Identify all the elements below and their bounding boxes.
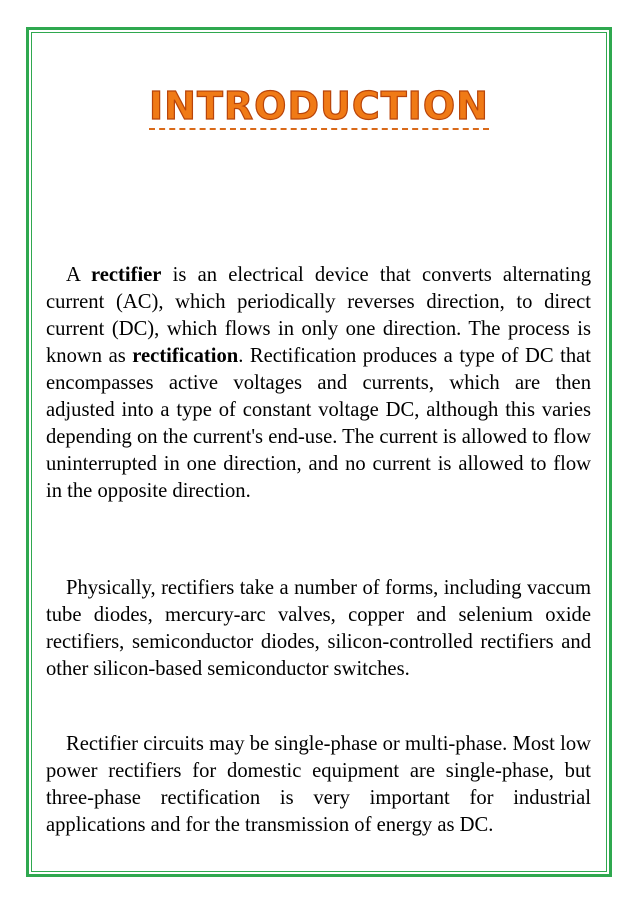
paragraph-intro	[46, 262, 591, 505]
paragraph-circuits: Rectifier circuits may be single-phase or multi-phase. Most low power rectifiers for domestic equipment are single-phase, but three-phase rectification is very important for industrial applications and for the transmission of energy as DC.	[46, 733, 591, 836]
paragraph-intro-text-2: is an electrical device that converts alternating current (AC), which periodically reverses direction, to direct current (DC), which flows in only one direction. The process is known as	[46, 264, 591, 367]
title-container	[0, 86, 638, 130]
paragraph-intro-text-3: . Rectification produces a type of DC that encompasses active voltages and currents, which are then adjusted into a type of constant voltage DC, although this varies depending on the current's end-use. The current is allowed to flow uninterrupted in one direction, and no current is allowed to flow in the opposite direction.	[46, 345, 591, 502]
term-rectifier: rectifier	[90, 264, 162, 286]
term-rectification: rectification	[132, 345, 239, 367]
paragraph-intro-text-1: A	[66, 264, 91, 286]
paragraph-forms: Physically, rectifiers take a number of forms, including vaccum tube diodes, mercury-arc valves, copper and selenium oxide rectifiers, semiconductor diodes, silicon-controlled rectifiers and other silicon-based semiconductor switches.	[46, 577, 591, 680]
page-title: INTRODUCTION	[149, 84, 489, 128]
